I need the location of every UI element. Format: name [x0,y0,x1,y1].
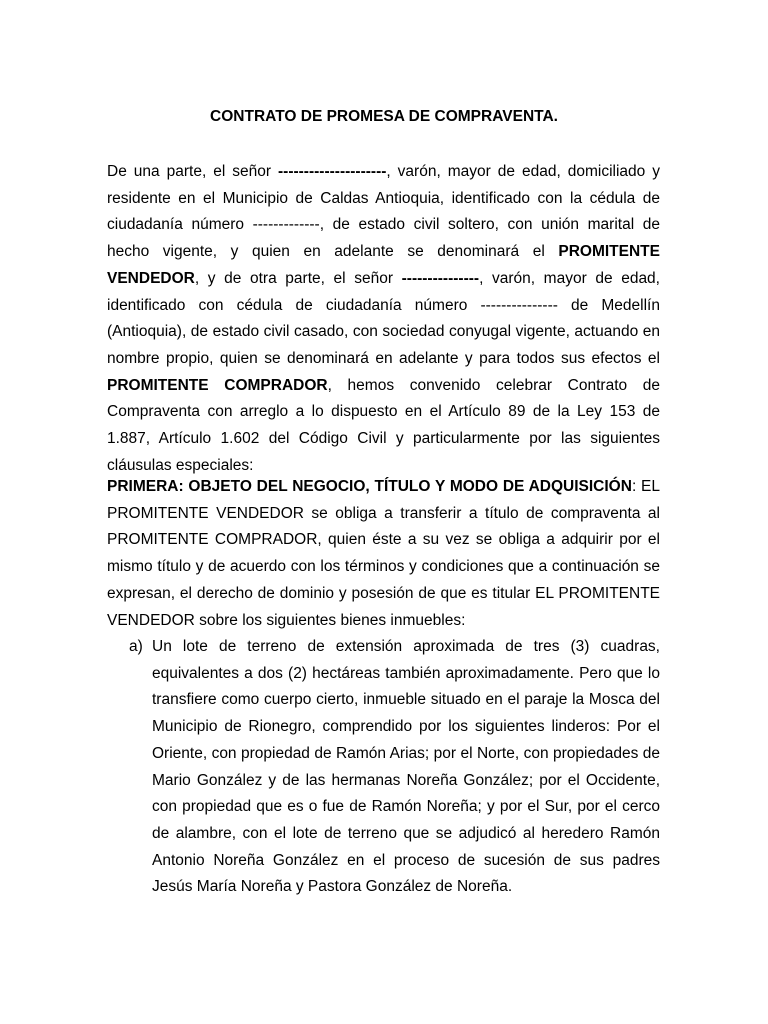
clause-primera-paragraph [107,474,660,634]
promitente-vendedor-term: PROMITENTE VENDEDOR [107,243,660,287]
p1-text-1: De una parte, el señor [107,163,278,180]
clause-primera-text: : EL PROMITENTE VENDEDOR se obliga a transferir a título de compraventa al PROMITENTE COMPRADOR, quien éste a su vez se obliga a adquirir por el mismo título y de acuerdo con los términos y condiciones que a continuación se expresan, el derecho de dominio y posesión de que es titular EL PROMITENTE VENDEDOR sobre los siguientes bienes inmuebles: [107,478,660,629]
p1-text-5: , hemos convenido celebrar Contrato de Compraventa con arreglo a lo dispuesto en el Artículo 89 de la Ley 153 de 1.887, Artículo 1.602 del Código Civil y particularmente por las siguientes cláusulas especiales: [107,376,661,474]
p1-text-2: , varón, mayor de edad, domiciliado y residente en el Municipio de Caldas Antioquia, identificado con la cédula de ciudadanía número -------------, de estado civil soltero, con unión marital de hecho vigente, y quien en adelante se denominará el [107,163,660,261]
list-item-marker: a) [129,638,143,655]
intro-paragraph [107,159,660,479]
seller-name-blank: --------------------- [278,163,387,180]
p1-text-4: , varón, mayor de edad, identificado con cédula de ciudadanía número --------------- de Medellín (Antioquia), de estado civil casado, con sociedad conyugal vigente, actuando en nombre propio, quien se denominará en adelante y para todos sus efectos el [107,269,660,367]
clause-primera-heading: PRIMERA: OBJETO DEL NEGOCIO, TÍTULO Y MODO DE ADQUISICIÓN [107,478,632,495]
buyer-name-blank: --------------- [401,269,480,287]
promitente-comprador-term: PROMITENTE COMPRADOR [107,376,328,394]
p1-text-3: , y de otra parte, el señor [194,269,402,287]
document-title: CONTRATO DE PROMESA DE COMPRAVENTA. [210,108,558,125]
list-item-text: Un lote de terreno de extensión aproximada de tres (3) cuadras, equivalentes a dos (2) hectáreas también aproximadamente. Pero que lo transfiere como cuerpo cierto, inmueble situado en el paraje la Mosca del Municipio de Rionegro, comprendido por los siguientes linderos: Por el Oriente, con propiedad de Ramón Arias; por el Norte, con propiedades de Mario González y de las hermanas Noreña González; por el Occidente, con propiedad que es o fue de Ramón Noreña; y por el Sur, por el cerco de alambre, con el lote de terreno que se adjudicó al heredero Ramón Antonio Noreña González en el proceso de sucesión de sus padres Jesús María Noreña y Pastora González de Noreña. [152,638,660,896]
